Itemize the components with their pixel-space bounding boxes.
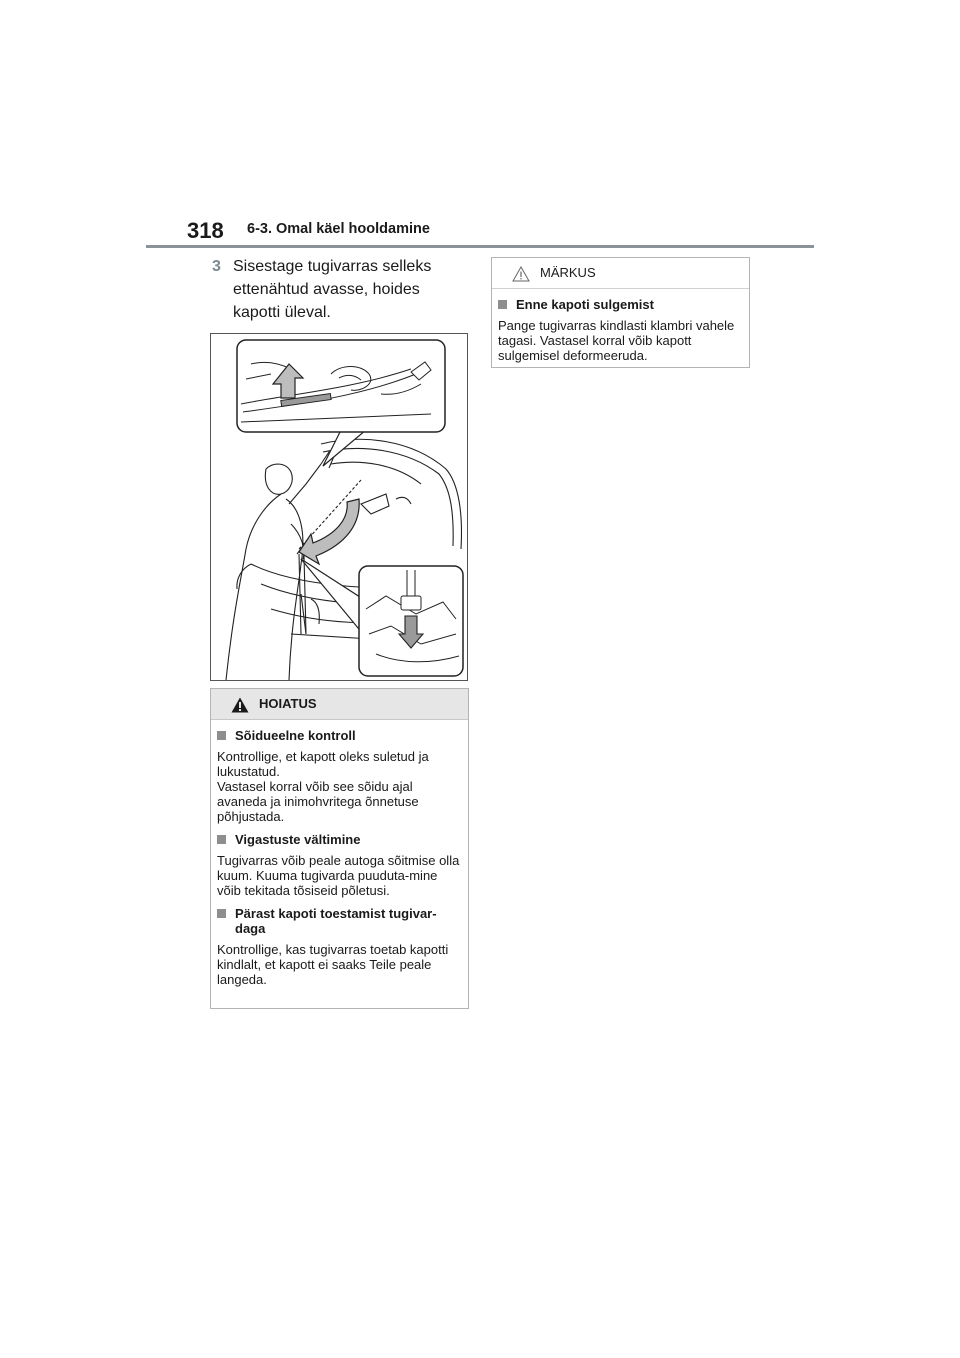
square-bullet-icon [498,300,507,309]
warning-item-heading-text: Sõidueelne kontroll [235,728,356,743]
warning-item-text: Vastasel korral võib see sõidu ajal avaneda ja inimohvritega õnnetuse põhjustada. [217,779,419,824]
warning-item-injury-prevention [217,832,462,898]
warning-item-pre-drive-check [217,728,462,824]
header-rule [146,245,814,248]
warning-item-after-support [217,906,462,987]
note-box [491,257,750,368]
warning-item-heading-text: Pärast kapoti toestamist tugivar-daga [235,906,437,936]
warning-item-text: Kontrollige, et kapott oleks suletud ja lukustatud. [217,749,429,779]
warning-item-text: Tugivarras võib peale autoga sõitmise olla kuum. Kuuma tugivarda puuduta-mine võib tekitada tõsiseid põletusi. [217,853,460,898]
warning-box [210,688,469,1009]
square-bullet-icon [217,731,226,740]
square-bullet-icon [217,909,226,918]
square-bullet-icon [217,835,226,844]
warning-triangle-outline-icon [512,266,530,282]
note-header [492,258,749,289]
warning-item-text: Kontrollige, kas tugivarras toetab kapotti kindlalt, et kapott ei saaks Teile peale langeda. [217,942,449,987]
step-number: 3 [212,258,221,275]
warning-item-heading-text: Vigastuste vältimine [235,832,361,847]
page-number: 318 [187,218,224,243]
warning-item-heading [217,728,462,743]
section-title: 6-3. Omal käel hooldamine [247,221,430,237]
warning-item-heading [217,906,462,936]
step-text: Sisestage tugivarras selleks ettenähtud avasse, hoides kapotti üleval. [233,258,432,321]
note-item-text: Pange tugivarras kindlasti klambri vahele tagasi. Vastasel korral võib kapott sulgemisel deformeeruda. [498,318,735,363]
hood-support-drawing [211,334,467,680]
hood-support-illustration [210,333,468,681]
warning-title: HOIATUS [259,696,317,711]
note-title: MÄRKUS [540,265,596,280]
note-item-before-closing [498,297,743,363]
step-3 [212,255,467,324]
note-item-heading [498,297,743,312]
warning-triangle-icon [231,697,249,713]
warning-item-heading [217,832,462,847]
warning-header [211,689,468,720]
note-item-heading-text: Enne kapoti sulgemist [516,297,654,312]
